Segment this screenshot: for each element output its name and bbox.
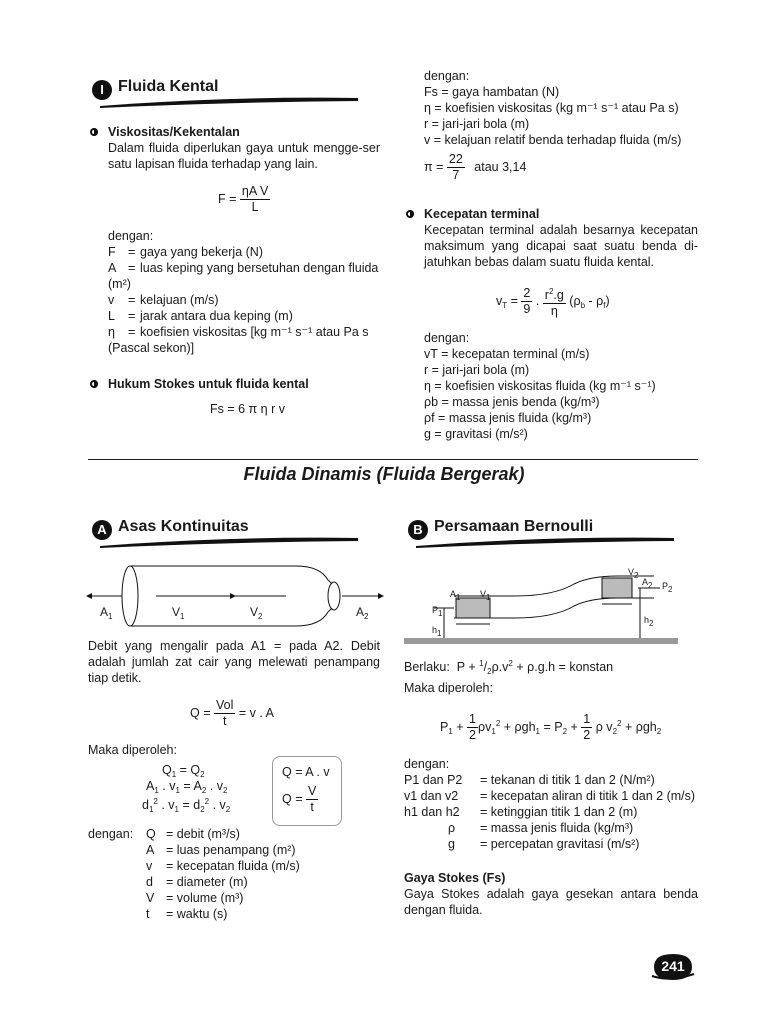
bullet-icon bbox=[406, 210, 414, 218]
box-formula-1: Q = A . v bbox=[282, 765, 330, 779]
section-title-bernoulli: Persamaan Bernoulli bbox=[434, 518, 594, 535]
def-row: vT = kecepatan terminal (m/s) bbox=[424, 347, 590, 361]
section-underline-swoosh bbox=[100, 532, 360, 554]
pipe-label-v1: $V_1$ bbox=[172, 605, 185, 621]
pipe-label-a1: $A_1$ bbox=[100, 605, 113, 621]
def-row: ρb = massa jenis benda (kg/m³) bbox=[424, 395, 600, 409]
def-row: h1 dan h2 = ketinggian titik 1 dan 2 (m) bbox=[404, 805, 638, 819]
pipe-diagram bbox=[86, 562, 386, 632]
box-formula-2: Q = $\frac{V}{t}$ bbox=[282, 784, 317, 814]
heading-viskositas: Viskositas/Kekentalan bbox=[108, 125, 240, 139]
section-badge-a: A bbox=[92, 520, 112, 540]
page-number: 241 bbox=[661, 958, 685, 974]
formula-terminal-velocity: $v_T$ = $\frac{2}{9}$ . $\frac{r^2.g}{\eta}$ $(\rho_b - \rho_f)$ bbox=[496, 286, 610, 318]
dengan-label: dengan: bbox=[424, 331, 470, 345]
bullet-icon bbox=[90, 380, 98, 388]
def-row: v = kecepatan fluida (m/s) bbox=[146, 859, 300, 873]
section-badge-i: I bbox=[92, 80, 112, 100]
def-row: ρ = massa jenis fluida (kg/m³) bbox=[448, 821, 634, 835]
def-row: η = koefisien viskositas fluida (kg m⁻¹ s⁻¹) bbox=[424, 379, 656, 393]
def-row: v = kelajuan relatif benda terhadap fluida (m/s) bbox=[424, 133, 682, 147]
def-row: v1 dan v2 = kecepatan aliran di titik 1 dan 2 (m/s) bbox=[404, 789, 696, 803]
dengan-label: dengan: bbox=[88, 827, 134, 841]
diagram-label-p2: P2 bbox=[662, 581, 673, 594]
diagram-label-a2: A2 bbox=[642, 577, 653, 590]
page-section-title: Fluida Dinamis (Fluida Bergerak) bbox=[243, 464, 525, 484]
def-row: t = waktu (s) bbox=[146, 907, 228, 921]
def-row: Fs = gaya hambatan (N) bbox=[424, 85, 560, 99]
continuity-eq-2: $A_1$ . $v_1 = A_2$ . $v_2$ bbox=[146, 779, 228, 795]
dengan-label: dengan: bbox=[424, 69, 470, 83]
formula-debit: Q = $\frac{\text{Vol}}{t}$ = v . A bbox=[190, 698, 274, 728]
kontinuitas-text: Debit yang mengalir pada A1 = pada A2. Debit adalah jumlah zat cair yang melewati penampang tiap detik. bbox=[88, 639, 380, 685]
def-row: A = luas penampang (m²) bbox=[146, 843, 296, 857]
bullet-icon bbox=[90, 128, 98, 136]
formula-viscosity: F = $\frac{\text{ηA V}}{L}$ bbox=[218, 184, 269, 214]
def-row: V = volume (m³) bbox=[146, 891, 244, 905]
formula-pi: π = $\frac{22}{7}$ atau 3,14 bbox=[424, 152, 527, 182]
def-row: η = koefisien viskositas (kg m⁻¹ s⁻¹ atau Pa s) bbox=[424, 101, 679, 115]
diagram-label-p1: P1 bbox=[432, 605, 443, 618]
berlaku-formula: Berlaku: $P + ^1/_2\rho.v^2 + \rho.g.h$ = konstan bbox=[404, 659, 614, 676]
formula-bernoulli: $P_1$ + $\frac{1}{2}$ $\rho v_1^2 + \rho gh_1 = P_2$ + $\frac{1}{2}$ ρ $v_2^2 + \rho gh_2$ bbox=[440, 712, 662, 742]
def-row: d = diameter (m) bbox=[146, 875, 248, 889]
continuity-eq-3: $d_1^2$ . $v_1 = d_2^2$ . $v_2$ bbox=[142, 797, 231, 814]
section-underline-swoosh bbox=[416, 532, 676, 554]
def-row: g = percepatan gravitasi (m/s²) bbox=[448, 837, 640, 851]
def-row: L = jarak antara dua keping (m) bbox=[108, 309, 293, 323]
def-row: v = kelajuan (m/s) bbox=[108, 293, 219, 307]
pipe-label-v2: $V_2$ bbox=[250, 605, 263, 621]
def-row: F = gaya yang bekerja (N) bbox=[108, 245, 263, 259]
section-underline-swoosh bbox=[100, 92, 360, 114]
continuity-eq-1: $Q_1 = Q_2$ bbox=[162, 763, 205, 779]
def-row: r = jari-jari bola (m) bbox=[424, 363, 530, 377]
diagram-label-v1: V1 bbox=[480, 589, 491, 602]
divider-line bbox=[88, 459, 698, 460]
dengan-label: dengan: bbox=[108, 229, 154, 243]
pipe-label-a2: $A_2$ bbox=[356, 605, 369, 621]
def-row: P1 dan P2 = tekanan di titik 1 dan 2 (N/m²) bbox=[404, 773, 655, 787]
section-title-fluida-kental: Fluida Kental bbox=[118, 78, 219, 95]
section-title-asas-kontinuitas: Asas Kontinuitas bbox=[118, 518, 249, 535]
heading-gaya-stokes: Gaya Stokes (Fs) bbox=[404, 871, 506, 885]
diagram-label-h2: h2 bbox=[644, 615, 654, 628]
def-row: η = koefisien viskositas [kg m⁻¹ s⁻¹ atau Pa s (Pascal sekon)] bbox=[108, 325, 369, 355]
def-row: A = luas keping yang bersetuhan dengan fluida (m²) bbox=[108, 261, 379, 291]
maka-label: Maka diperoleh: bbox=[88, 743, 177, 757]
terminal-text: Kecepatan terminal adalah besarnya kecepatan maksimum yang dicapai saat suatu benda di-jatuhkan bebas dalam suatu fluida kental. bbox=[424, 223, 698, 269]
heading-hukum-stokes: Hukum Stokes untuk fluida kental bbox=[108, 377, 309, 391]
dengan-label: dengan: bbox=[404, 757, 450, 771]
diagram-label-a1: A1 bbox=[450, 589, 461, 602]
diagram-label-h1: h1 bbox=[432, 625, 442, 638]
def-row: r = jari-jari bola (m) bbox=[424, 117, 530, 131]
section-badge-b: B bbox=[408, 520, 428, 540]
formula-stokes: Fs = 6 π η r v bbox=[210, 402, 285, 416]
def-row: g = gravitasi (m/s²) bbox=[424, 427, 528, 441]
heading-kecepatan-terminal: Kecepatan terminal bbox=[424, 207, 540, 221]
def-row: Q = debit (m³/s) bbox=[146, 827, 240, 841]
diagram-label-v2: V2 bbox=[628, 567, 639, 580]
maka-label: Maka diperoleh: bbox=[404, 681, 493, 695]
viskositas-text: Dalam fluida diperlukan gaya untuk mengge-ser satu lapisan fluida terhadap yang lain. bbox=[108, 141, 380, 171]
gaya-stokes-text: Gaya Stokes adalah gaya gesekan antara benda dengan fluida. bbox=[404, 887, 698, 917]
def-row: ρf = massa jenis fluida (kg/m³) bbox=[424, 411, 592, 425]
